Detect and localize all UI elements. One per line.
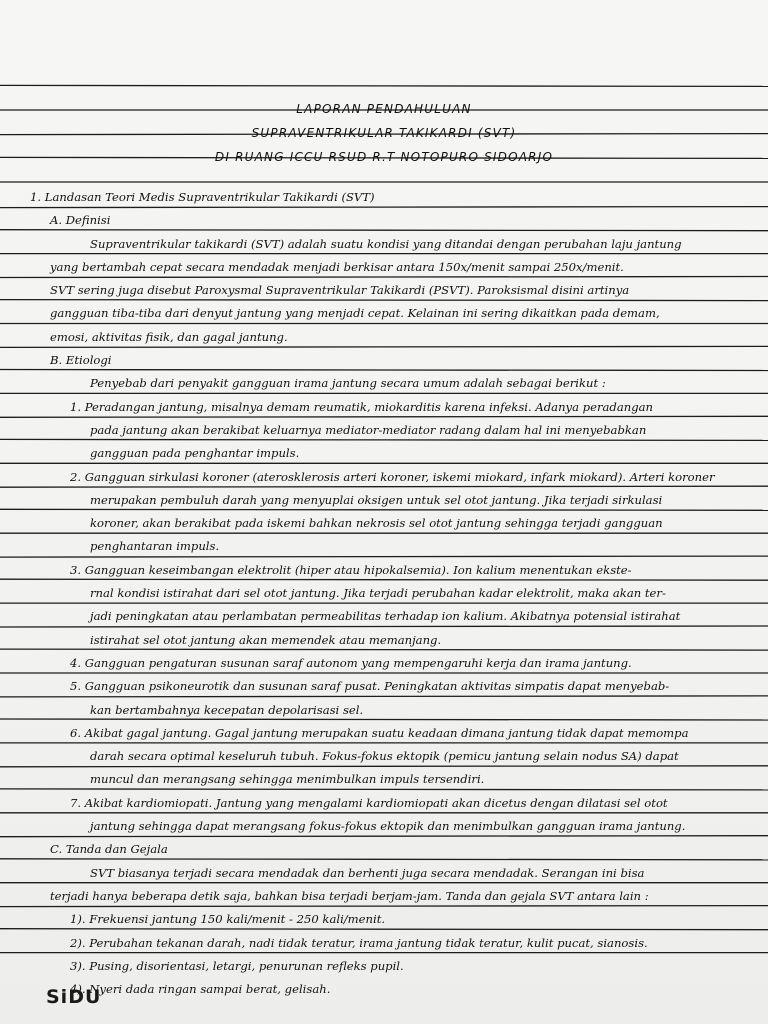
list-item: 4. Gangguan pengaturan susunan saraf autonom yang mempengaruhi kerja dan irama jantung.: [70, 655, 632, 670]
subsection-heading: C. Tanda dan Gejala: [50, 842, 168, 857]
handwritten-body: [30, 186, 748, 1001]
paragraph-line: terjadi hanya beberapa detik saja, bahkan bisa terjadi berjam-jam. Tanda dan gejala SVT antara lain :: [50, 888, 649, 903]
paragraph-line: Supraventrikular takikardi (SVT) adalah suatu kondisi yang ditandai dengan perubahan laju jantung: [90, 236, 682, 251]
list-item: 4). Nyeri dada ringan sampai berat, gelisah.: [70, 982, 331, 997]
list-item: 5. Gangguan psikoneurotik dan susunan saraf pusat. Peningkatan aktivitas simpatis dapat menyebab-: [70, 679, 670, 694]
ruled-line: [0, 85, 768, 86]
paragraph-line: Penyebab dari penyakit gangguan irama jantung secara umum adalah sebagai berikut :: [90, 376, 606, 391]
report-header: [0, 98, 768, 170]
list-item: 3. Gangguan keseimbangan elektrolit (hiper atau hipokalsemia). Ion kalium menentukan ekste-: [70, 562, 632, 577]
list-item-continuation: jantung sehingga dapat merangsang fokus-fokus ektopik dan menimbulkan gangguan irama jantung.: [90, 819, 686, 834]
list-item: 1). Frekuensi jantung 150 kali/menit - 250 kali/menit.: [70, 912, 386, 927]
list-item: 7. Akibat kardiomiopati. Jantung yang mengalami kardiomiopati akan dicetus dengan dilatasi sel otot: [70, 795, 668, 810]
brand-logo: SiDU: [46, 986, 102, 1008]
list-item-continuation: koroner, akan berakibat pada iskemi bahkan nekrosis sel otot jantung sehingga terjadi gangguan: [90, 516, 663, 531]
list-item: 1. Peradangan jantung, misalnya demam reumatik, miokarditis karena infeksi. Adanya peradangan: [70, 399, 654, 414]
list-item: 3). Pusing, disorientasi, letargi, penurunan refleks pupil.: [70, 958, 404, 973]
list-item-continuation: darah secara optimal keseluruh tubuh. Fokus-fokus ektopik (pemicu jantung selain nodus SA) dapat: [90, 749, 679, 764]
list-item-continuation: rnal kondisi istirahat dari sel otot jantung. Jika terjadi perubahan kadar elektrolit, maka akan ter-: [90, 586, 666, 601]
list-item-continuation: jadi peningkatan atau perlambatan permeabilitas terhadap ion kalium. Akibatnya potensial istirahat: [90, 609, 681, 624]
header-title: LAPORAN PENDAHULUAN: [296, 102, 472, 116]
subsection-heading: A. Definisi: [50, 213, 111, 228]
list-item-continuation: kan bertambahnya kecepatan depolarisasi sel.: [90, 702, 364, 717]
header-location: DI RUANG ICCU RSUD R.T NOTOPURO SIDOARJO: [214, 150, 554, 164]
list-item-continuation: pada jantung akan berakibat keluarnya mediator-mediator radang dalam hal ini menyebabkan: [90, 422, 647, 437]
paragraph-line: gangguan tiba-tiba dari denyut jantung yang menjadi cepat. Kelainan ini sering dikaitkan pada demam,: [50, 306, 660, 321]
list-item: 2). Perubahan tekanan darah, nadi tidak teratur, irama jantung tidak teratur, kulit pucat, sianosis.: [70, 935, 648, 950]
list-item-continuation: penghantaran impuls.: [90, 539, 220, 554]
subsection-heading: B. Etiologi: [50, 353, 112, 368]
paragraph-line: yang bertambah cepat secara mendadak menjadi berkisar antara 150x/menit sampai 250x/menit.: [50, 259, 624, 274]
paragraph-line: SVT sering juga disebut Paroxysmal Supraventrikular Takikardi (PSVT). Paroksismal disini artinya: [50, 283, 630, 298]
list-item-continuation: gangguan pada penghantar impuls.: [90, 446, 300, 461]
paragraph-line: emosi, aktivitas fisik, dan gagal jantung.: [50, 329, 288, 344]
section-heading: 1. Landasan Teori Medis Supraventrikular Takikardi (SVT): [30, 190, 375, 204]
list-item: 6. Akibat gagal jantung. Gagal jantung merupakan suatu keadaan dimana jantung tidak dapat memompa: [70, 725, 689, 740]
list-item-continuation: istirahat sel otot jantung akan memendek atau memanjang.: [90, 632, 442, 647]
paragraph-line: SVT biasanya terjadi secara mendadak dan berhenti juga secara mendadak. Serangan ini bisa: [90, 865, 645, 880]
list-item: 2. Gangguan sirkulasi koroner (aterosklerosis arteri koroner, iskemi miokard, infark miokard). Arteri koroner: [70, 469, 715, 484]
list-item-continuation: merupakan pembuluh darah yang menyuplai oksigen untuk sel otot jantung. Jika terjadi sirkulasi: [90, 492, 663, 507]
list-item-continuation: muncul dan merangsang sehingga menimbulkan impuls tersendiri.: [90, 772, 485, 787]
header-subtitle: SUPRAVENTRIKULAR TAKIKARDI (SVT): [251, 126, 517, 140]
